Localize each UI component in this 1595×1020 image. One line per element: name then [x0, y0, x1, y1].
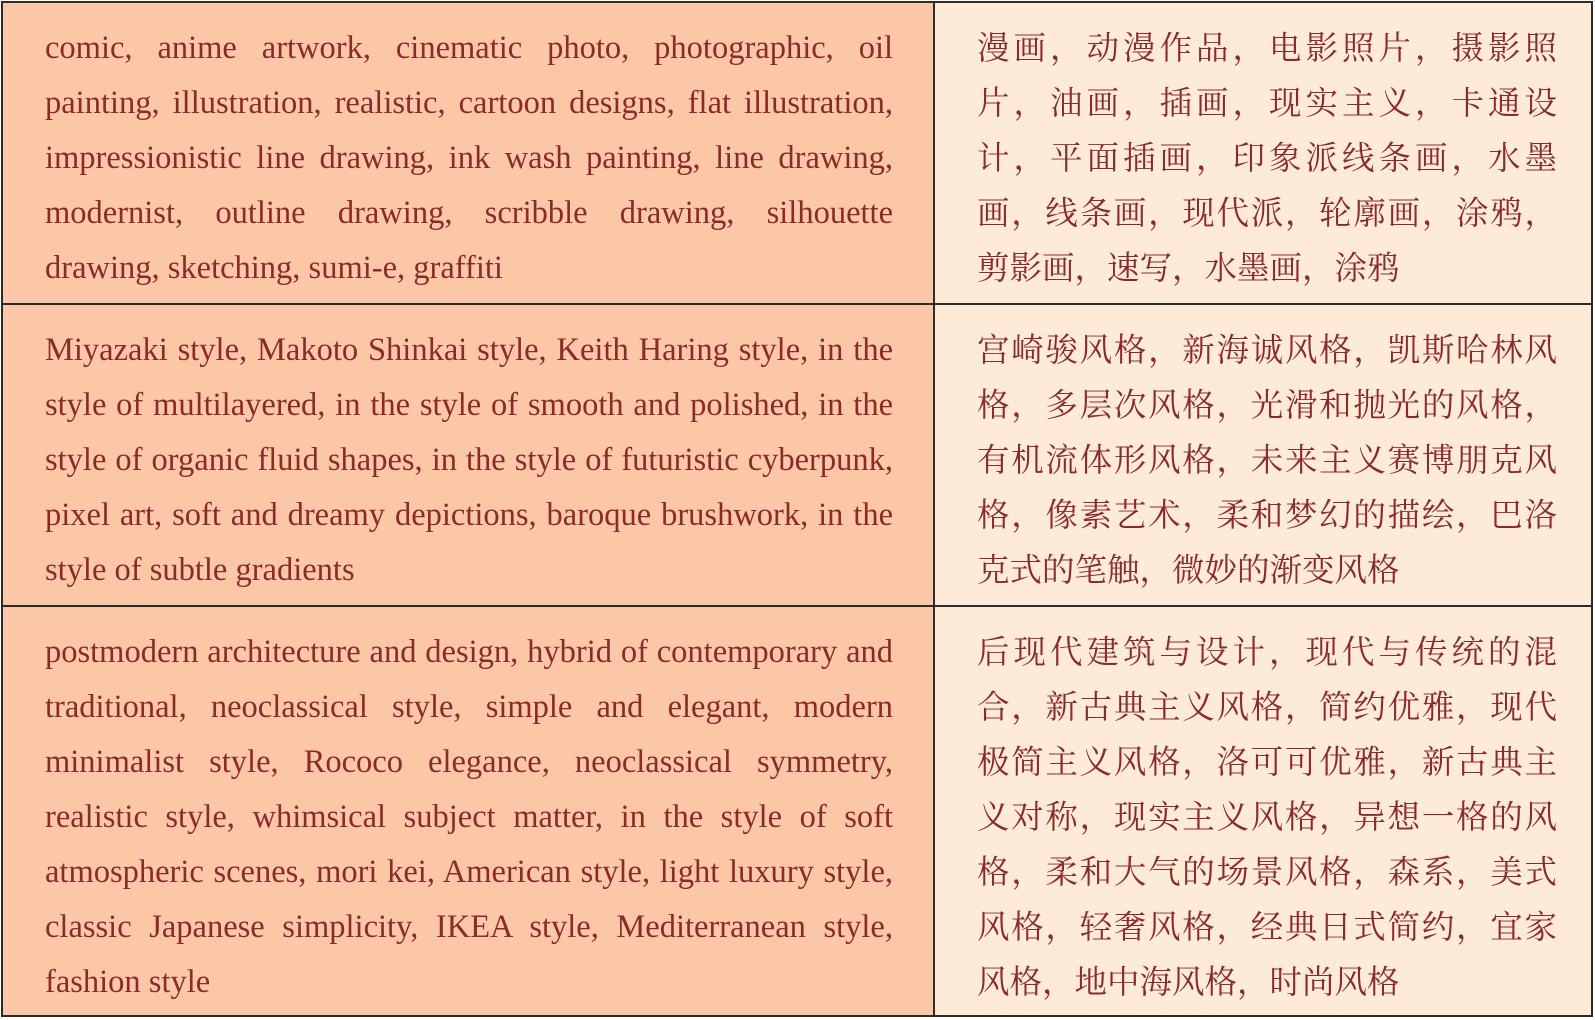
style-keyword-table [1, 1, 1593, 1017]
row-1-english-cell: comic, anime artwork, cinematic photo, photographic, oil painting, illustration, realistic, cartoon designs, flat illustration, impressionistic line drawing, ink wash painting, line drawing, modernist, outline drawing, scribble drawing, silhouette drawing, sketching, sumi-e, graffiti [3, 3, 935, 305]
row-3-chinese-cell: 后现代建筑与设计，现代与传统的混合，新古典主义风格，简约优雅，现代极简主义风格，洛可可优雅，新古典主义对称，现实主义风格，异想一格的风格，柔和大气的场景风格，森系，美式风格，轻奢风格，经典日式简约，宜家风格，地中海风格，时尚风格 [935, 607, 1591, 1015]
row-3-english-cell: postmodern architecture and design, hybrid of contemporary and traditional, neoclassical style, simple and elegant, modern minimalist style, Rococo elegance, neoclassical symmetry, realistic style, whimsical subject matter, in the style of soft atmospheric scenes, mori kei, American style, light luxury style, classic Japanese simplicity, IKEA style, Mediterranean style, fashion style [3, 607, 935, 1015]
row-2-english-cell: Miyazaki style, Makoto Shinkai style, Keith Haring style, in the style of multilayered, in the style of smooth and polished, in the style of organic fluid shapes, in the style of futuristic cyberpunk, pixel art, soft and dreamy depictions, baroque brushwork, in the style of subtle gradients [3, 305, 935, 607]
row-1-chinese-cell: 漫画，动漫作品，电影照片，摄影照片，油画，插画，现实主义，卡通设计，平面插画，印象派线条画，水墨画，线条画，现代派，轮廓画，涂鸦，剪影画，速写，水墨画，涂鸦 [935, 3, 1591, 305]
row-2-chinese-cell: 宫崎骏风格，新海诚风格，凯斯哈林风格，多层次风格，光滑和抛光的风格，有机流体形风格，未来主义赛博朋克风格，像素艺术，柔和梦幻的描绘，巴洛克式的笔触，微妙的渐变风格 [935, 305, 1591, 607]
